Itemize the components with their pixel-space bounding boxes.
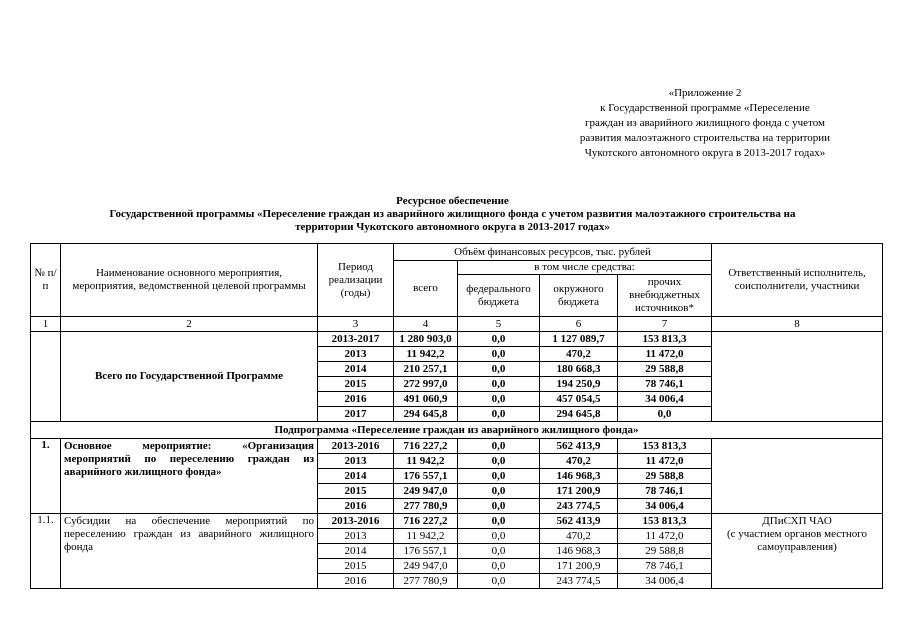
other-cell: 0,0: [618, 407, 712, 422]
federal-cell: 0,0: [458, 529, 540, 544]
total-cell: 491 060,9: [394, 392, 458, 407]
federal-cell: 0,0: [458, 499, 540, 514]
federal-cell: 0,0: [458, 454, 540, 469]
period-cell: 2015: [318, 484, 394, 499]
district-cell: 562 413,9: [540, 439, 618, 454]
period-cell: 2013: [318, 529, 394, 544]
other-cell: 153 813,3: [618, 332, 712, 347]
annex-line: развития малоэтажного строительства на территории: [579, 132, 831, 144]
period-cell: 2013: [318, 347, 394, 362]
activity-name: Субсидии на обеспечение мероприятий по переселению граждан из аварийного жилищного фонда: [61, 514, 318, 589]
title-line-1: Ресурсное обеспечение: [396, 195, 509, 207]
period-cell: 2015: [318, 559, 394, 574]
other-cell: 29 588,8: [618, 544, 712, 559]
table-row: [31, 439, 883, 454]
district-cell: 294 645,8: [540, 407, 618, 422]
total-cell: 249 947,0: [394, 559, 458, 574]
total-cell: 176 557,1: [394, 544, 458, 559]
col-number: 4: [394, 317, 458, 332]
period-cell: 2013-2017: [318, 332, 394, 347]
annex-line: граждан из аварийного жилищного фонда с учетом: [585, 117, 825, 129]
header-district: окружного бюджета: [540, 275, 618, 317]
federal-cell: 0,0: [458, 484, 540, 499]
total-cell: 716 227,2: [394, 514, 458, 529]
period-cell: 2014: [318, 469, 394, 484]
total-cell: 277 780,9: [394, 499, 458, 514]
total-cell: 272 997,0: [394, 377, 458, 392]
activity-num: 1.1.: [31, 514, 61, 589]
period-cell: 2013-2016: [318, 439, 394, 454]
total-cell: 11 942,2: [394, 529, 458, 544]
table-row: [31, 422, 883, 439]
total-cell: 716 227,2: [394, 439, 458, 454]
activity-name: Основное мероприятие: «Организация мероприятий по переселению граждан из аварийного жилищного фонда»: [61, 439, 318, 514]
other-cell: 11 472,0: [618, 529, 712, 544]
federal-cell: 0,0: [458, 377, 540, 392]
federal-cell: 0,0: [458, 347, 540, 362]
responsible-note: (с участием органов местного самоуправления): [727, 528, 868, 553]
total-cell: 277 780,9: [394, 574, 458, 589]
total-cell: 1 280 903,0: [394, 332, 458, 347]
activity-num: 1.: [31, 439, 61, 514]
other-cell: 34 006,4: [618, 574, 712, 589]
other-cell: 11 472,0: [618, 347, 712, 362]
header-num: № п/п: [31, 244, 61, 317]
header-volume: Объём финансовых ресурсов, тыс. рублей: [394, 244, 712, 261]
total-responsible-cell: [712, 332, 883, 422]
period-cell: 2016: [318, 392, 394, 407]
other-cell: 78 746,1: [618, 377, 712, 392]
federal-cell: 0,0: [458, 332, 540, 347]
district-cell: 171 200,9: [540, 559, 618, 574]
table-row: [31, 332, 883, 347]
other-cell: 78 746,1: [618, 559, 712, 574]
title-line-2: Государственной программы «Переселение граждан из аварийного жилищного фонда с учетом развития малоэтажного строительства на: [109, 208, 796, 220]
district-cell: 470,2: [540, 347, 618, 362]
annex-header: [545, 86, 865, 161]
district-cell: 146 968,3: [540, 544, 618, 559]
total-num-cell: [31, 332, 61, 422]
header-including: в том числе средства:: [458, 261, 712, 275]
document-title: [20, 195, 885, 234]
federal-cell: 0,0: [458, 407, 540, 422]
col-number: 8: [712, 317, 883, 332]
total-cell: 11 942,2: [394, 347, 458, 362]
federal-cell: 0,0: [458, 559, 540, 574]
total-cell: 210 257,1: [394, 362, 458, 377]
header-name: Наименование основного мероприятия, мероприятия, ведомственной целевой программы: [61, 244, 318, 317]
other-cell: 78 746,1: [618, 484, 712, 499]
total-cell: 249 947,0: [394, 484, 458, 499]
table-row: [31, 514, 883, 529]
header-period: Период реализации (годы): [318, 244, 394, 317]
period-cell: 2015: [318, 377, 394, 392]
district-cell: 457 054,5: [540, 392, 618, 407]
other-cell: 29 588,8: [618, 362, 712, 377]
col-number: 3: [318, 317, 394, 332]
annex-line: «Приложение 2: [668, 87, 742, 99]
annex-line: к Государственной программе «Переселение: [600, 102, 810, 114]
responsible-org: ДПиСХП ЧАО: [762, 515, 832, 527]
other-cell: 11 472,0: [618, 454, 712, 469]
period-cell: 2016: [318, 574, 394, 589]
district-cell: 243 774,5: [540, 499, 618, 514]
total-cell: 11 942,2: [394, 454, 458, 469]
responsible-cell: [712, 514, 883, 589]
header-responsible: Ответственный исполнитель, соисполнители, участники: [712, 244, 883, 317]
federal-cell: 0,0: [458, 514, 540, 529]
title-line-3: территории Чукотского автономного округа в 2013-2017 годах»: [295, 221, 610, 233]
other-cell: 153 813,3: [618, 439, 712, 454]
period-cell: 2017: [318, 407, 394, 422]
federal-cell: 0,0: [458, 362, 540, 377]
col-number: 1: [31, 317, 61, 332]
table-body: [31, 244, 883, 589]
col-number: 2: [61, 317, 318, 332]
header-federal: федерального бюджета: [458, 275, 540, 317]
subprogram-title: Подпрограмма «Переселение граждан из аварийного жилищного фонда»: [31, 422, 883, 439]
district-cell: 180 668,3: [540, 362, 618, 377]
district-cell: 1 127 089,7: [540, 332, 618, 347]
period-cell: 2013-2016: [318, 514, 394, 529]
period-cell: 2014: [318, 544, 394, 559]
district-cell: 243 774,5: [540, 574, 618, 589]
period-cell: 2014: [318, 362, 394, 377]
district-cell: 146 968,3: [540, 469, 618, 484]
other-cell: 153 813,3: [618, 514, 712, 529]
total-cell: 294 645,8: [394, 407, 458, 422]
federal-cell: 0,0: [458, 469, 540, 484]
other-cell: 34 006,4: [618, 392, 712, 407]
header-total: всего: [394, 261, 458, 317]
federal-cell: 0,0: [458, 544, 540, 559]
resource-table: [30, 243, 883, 589]
period-cell: 2013: [318, 454, 394, 469]
other-cell: 29 588,8: [618, 469, 712, 484]
federal-cell: 0,0: [458, 574, 540, 589]
col-number: 5: [458, 317, 540, 332]
period-cell: 2016: [318, 499, 394, 514]
col-number: 7: [618, 317, 712, 332]
district-cell: 194 250,9: [540, 377, 618, 392]
district-cell: 470,2: [540, 529, 618, 544]
col-number: 6: [540, 317, 618, 332]
district-cell: 562 413,9: [540, 514, 618, 529]
activity-responsible-cell: [712, 439, 883, 514]
federal-cell: 0,0: [458, 392, 540, 407]
total-cell: 176 557,1: [394, 469, 458, 484]
other-cell: 34 006,4: [618, 499, 712, 514]
header-other: прочих внебюджетных источников*: [618, 275, 712, 317]
district-cell: 470,2: [540, 454, 618, 469]
annex-line: Чукотского автономного округа в 2013-2017 годах»: [584, 147, 826, 159]
total-name: Всего по Государственной Программе: [61, 332, 318, 422]
district-cell: 171 200,9: [540, 484, 618, 499]
federal-cell: 0,0: [458, 439, 540, 454]
